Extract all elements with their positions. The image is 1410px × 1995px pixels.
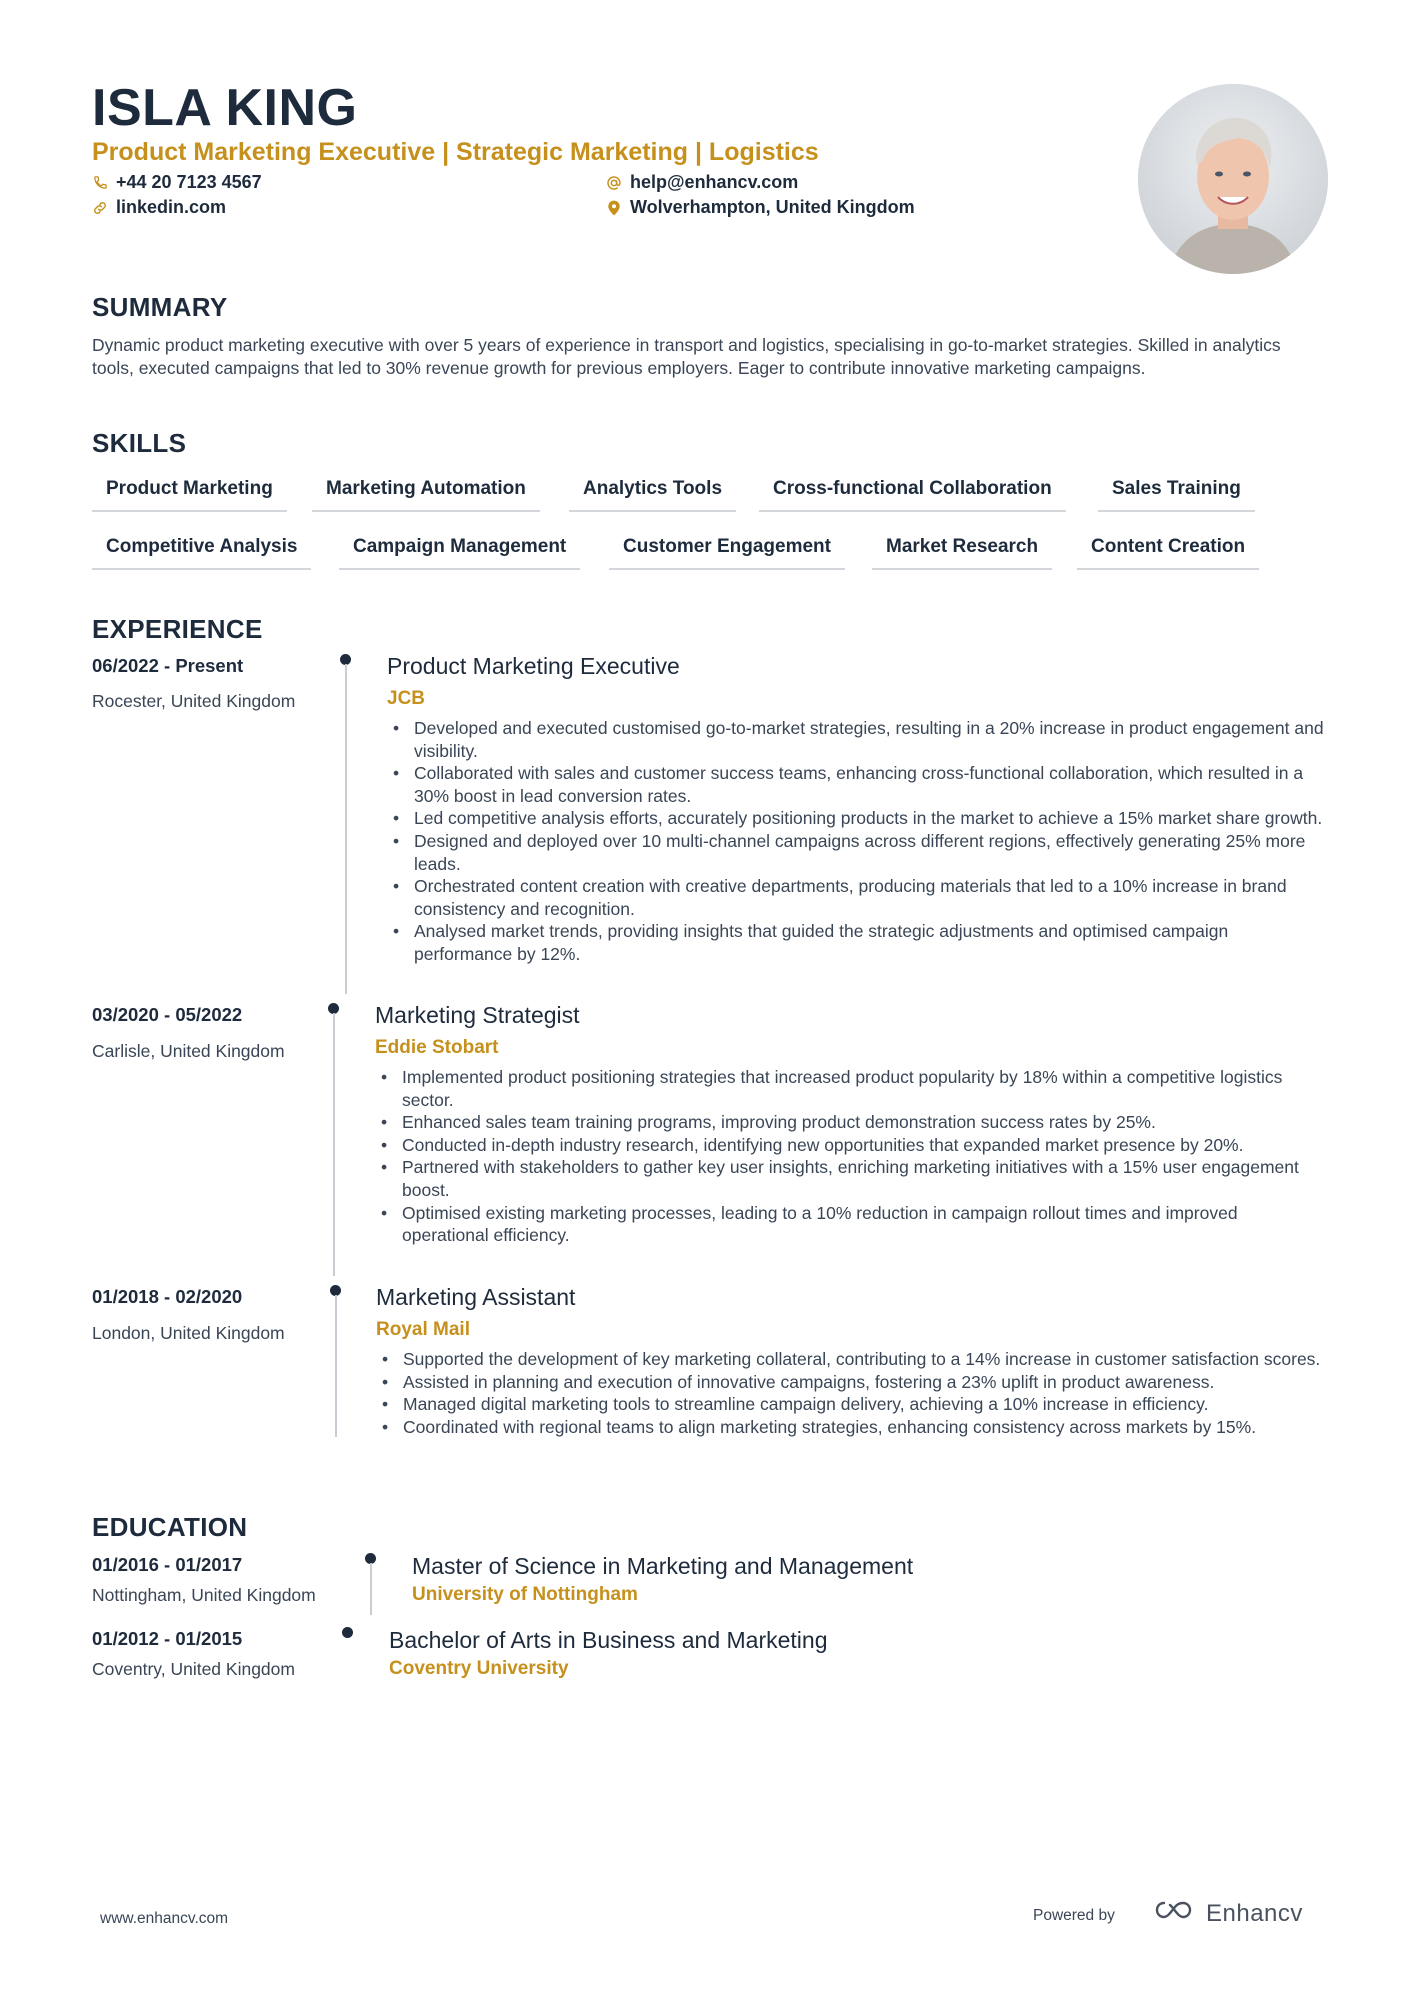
job-location: London, United Kingdom bbox=[92, 1323, 285, 1343]
list-item: • Led competitive analysis efforts, accurately positioning products in the market to achieve a 15% market share growth. bbox=[387, 807, 1327, 830]
infinity-logo-icon bbox=[1152, 1898, 1198, 1929]
education-heading: EDUCATION bbox=[92, 1512, 248, 1542]
list-item: • Orchestrated content creation with creative departments, producing materials that led to a 10% increase in brand consistency and recognition. bbox=[387, 875, 1327, 920]
summary-heading: SUMMARY bbox=[92, 292, 228, 322]
list-item: • Managed digital marketing tools to streamline campaign delivery, achieving a 10% increase in efficiency. bbox=[376, 1393, 1327, 1416]
contact-email bbox=[606, 172, 798, 193]
skill-tag: Campaign Management bbox=[339, 536, 580, 570]
list-item: • Developed and executed customised go-to-market strategies, resulting in a 20% increase in product engagement and visibility. bbox=[387, 717, 1327, 762]
list-item: • Conducted in-depth industry research, identifying new opportunities that expanded market presence by 20%. bbox=[375, 1134, 1327, 1157]
job-bullets bbox=[387, 717, 1327, 966]
job-title: Marketing Strategist bbox=[375, 1002, 580, 1028]
summary-text: Dynamic product marketing executive with over 5 years of experience in transport and logistics, specialising in go-to-market strategies. Skilled in analytics tools, executed campaigns that led to 30% revenue growth for previous employers. Eager to contribute innovative marketing campaigns. bbox=[92, 335, 1281, 378]
edu-school: University of Nottingham bbox=[412, 1584, 638, 1605]
map-pin-icon bbox=[606, 200, 622, 216]
job-dates: 01/2018 - 02/2020 bbox=[92, 1286, 243, 1307]
link-icon bbox=[92, 200, 108, 216]
list-item: • Partnered with stakeholders to gather key user insights, enriching marketing initiatives with a 15% user engagement boost. bbox=[375, 1156, 1327, 1201]
phone-icon bbox=[92, 175, 108, 191]
skill-tag: Content Creation bbox=[1077, 536, 1259, 570]
edu-location: Coventry, United Kingdom bbox=[92, 1659, 295, 1679]
list-item: • Collaborated with sales and customer success teams, enhancing cross-functional collaboration, which resulted in a 30% boost in lead conversion rates. bbox=[387, 762, 1327, 807]
timeline-dot bbox=[342, 1627, 353, 1638]
skill-tag: Customer Engagement bbox=[609, 536, 845, 570]
experience-heading: EXPERIENCE bbox=[92, 614, 263, 644]
email-text[interactable]: help@enhancv.com bbox=[630, 172, 799, 192]
contact-location bbox=[606, 197, 915, 218]
contact-linkedin bbox=[92, 197, 226, 218]
skill-tag: Product Marketing bbox=[92, 478, 287, 512]
list-item: • Implemented product positioning strategies that increased product popularity by 18% within a competitive logistics sector. bbox=[375, 1066, 1327, 1111]
job-bullets bbox=[376, 1348, 1327, 1438]
job-dates: 03/2020 - 05/2022 bbox=[92, 1004, 243, 1025]
contact-phone bbox=[92, 172, 262, 193]
list-item: • Analysed market trends, providing insights that guided the strategic adjustments and optimised campaign performance by 12%. bbox=[387, 920, 1327, 965]
edu-school: Coventry University bbox=[389, 1658, 569, 1679]
list-item: • Supported the development of key marketing collateral, contributing to a 14% increase in customer satisfaction scores. bbox=[376, 1348, 1327, 1371]
headline: Product Marketing Executive | Strategic Marketing | Logistics bbox=[92, 138, 819, 166]
job-company: JCB bbox=[387, 688, 426, 709]
skill-tag: Analytics Tools bbox=[569, 478, 736, 512]
edu-location: Nottingham, United Kingdom bbox=[92, 1585, 316, 1605]
powered-by-label: Powered by bbox=[1033, 1907, 1115, 1924]
skill-tag: Market Research bbox=[872, 536, 1052, 570]
job-company: Eddie Stobart bbox=[375, 1037, 499, 1058]
brand-logo[interactable] bbox=[1152, 1898, 1303, 1929]
list-item: • Designed and deployed over 10 multi-channel campaigns across different regions, effectively generating 25% more leads. bbox=[387, 830, 1327, 875]
job-dates: 06/2022 - Present bbox=[92, 655, 244, 676]
skill-tag: Marketing Automation bbox=[312, 478, 540, 512]
footer-url[interactable]: www.enhancv.com bbox=[100, 1910, 229, 1927]
at-icon bbox=[606, 175, 622, 191]
edu-dates: 01/2016 - 01/2017 bbox=[92, 1554, 243, 1575]
profile-photo bbox=[1138, 84, 1328, 274]
skills-heading: SKILLS bbox=[92, 428, 187, 458]
brand-name: Enhancv bbox=[1206, 1899, 1303, 1927]
timeline-line bbox=[333, 1013, 335, 1276]
list-item: • Coordinated with regional teams to align marketing strategies, enhancing consistency across markets by 15%. bbox=[376, 1416, 1327, 1439]
timeline-line bbox=[335, 1295, 337, 1437]
job-location: Carlisle, United Kingdom bbox=[92, 1041, 285, 1061]
job-location: Rocester, United Kingdom bbox=[92, 691, 296, 711]
location-text: Wolverhampton, United Kingdom bbox=[630, 197, 915, 217]
skill-tag: Competitive Analysis bbox=[92, 536, 311, 570]
job-bullets bbox=[375, 1066, 1327, 1247]
skill-tag: Cross-functional Collaboration bbox=[759, 478, 1066, 512]
timeline-line bbox=[370, 1563, 372, 1615]
skill-tag: Sales Training bbox=[1098, 478, 1255, 512]
job-title: Marketing Assistant bbox=[376, 1284, 576, 1310]
edu-dates: 01/2012 - 01/2015 bbox=[92, 1628, 243, 1649]
edu-degree: Bachelor of Arts in Business and Marketing bbox=[389, 1627, 828, 1653]
list-item: • Optimised existing marketing processes, leading to a 10% reduction in campaign rollout times and improved operational efficiency. bbox=[375, 1202, 1327, 1247]
job-title: Product Marketing Executive bbox=[387, 653, 680, 679]
list-item: • Assisted in planning and execution of innovative campaigns, fostering a 23% uplift in product awareness. bbox=[376, 1371, 1327, 1394]
timeline-line bbox=[345, 664, 347, 994]
list-item: • Enhanced sales team training programs, improving product demonstration success rates by 25%. bbox=[375, 1111, 1327, 1134]
job-company: Royal Mail bbox=[376, 1319, 470, 1340]
candidate-name: ISLA KING bbox=[92, 79, 358, 137]
linkedin-text[interactable]: linkedin.com bbox=[116, 197, 227, 217]
edu-degree: Master of Science in Marketing and Management bbox=[412, 1553, 914, 1579]
phone-text[interactable]: +44 20 7123 4567 bbox=[116, 172, 262, 192]
